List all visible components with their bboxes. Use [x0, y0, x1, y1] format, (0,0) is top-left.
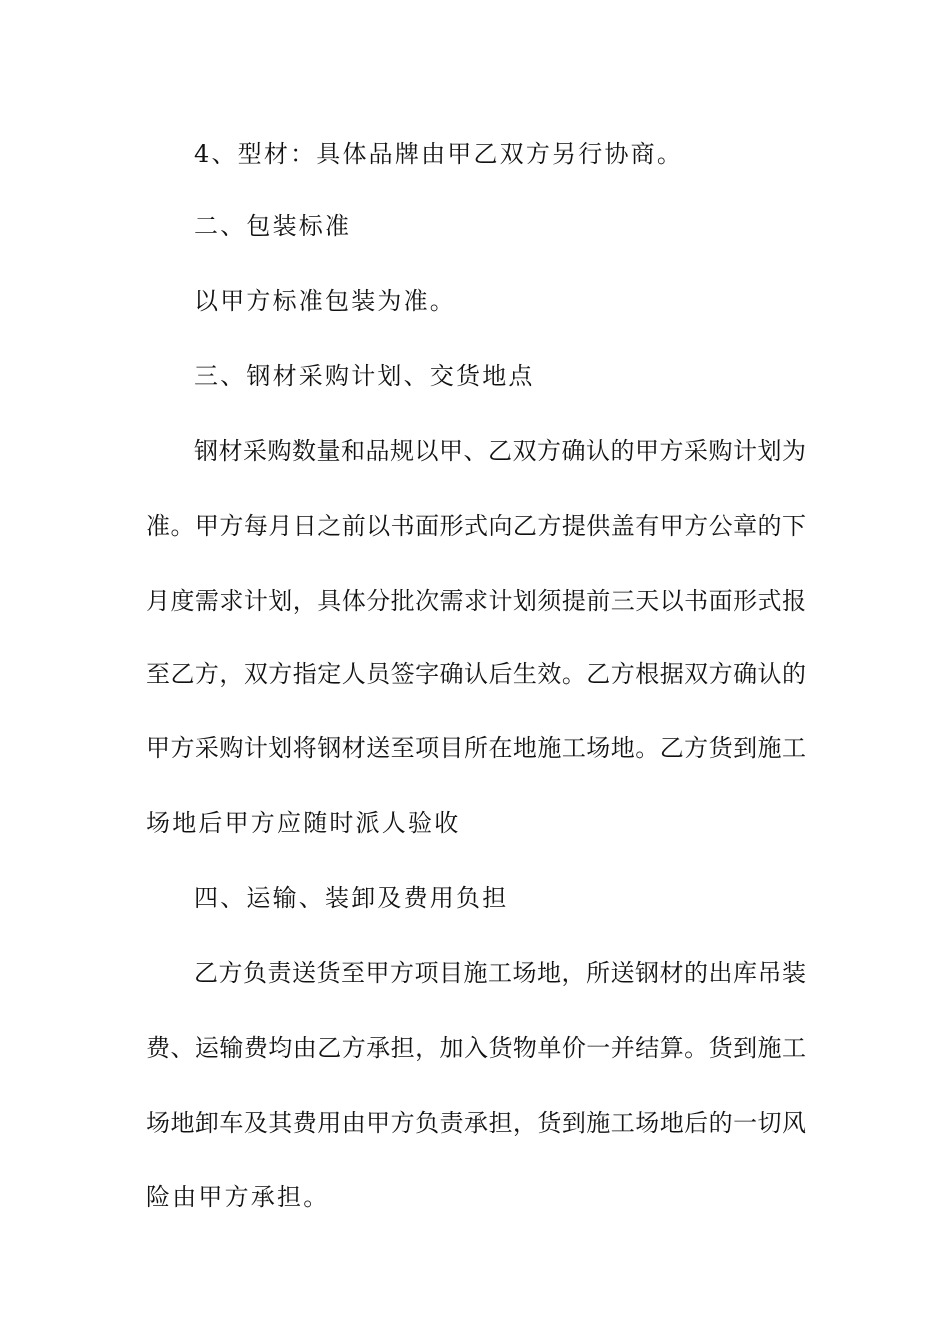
paragraph-line: 险由甲方承担。	[146, 1183, 330, 1211]
paragraph-line: 费、运输费均由乙方承担，加入货物单价一并结算。货到施工	[146, 1034, 806, 1062]
paragraph-line: 以甲方标准包装为准。	[194, 287, 456, 315]
paragraph-line: 准。甲方每月日之前以书面形式向乙方提供盖有甲方公章的下	[146, 512, 806, 540]
section-heading-procurement: 三、钢材采购计划、交货地点	[194, 362, 535, 390]
paragraph-line: 场地卸车及其费用由甲方负责承担，货到施工场地后的一切风	[146, 1109, 806, 1137]
paragraph-line: 钢材采购数量和品规以甲、乙双方确认的甲方采购计划为	[194, 437, 806, 465]
section-heading-packaging: 二、包装标准	[194, 212, 352, 240]
paragraph-line: 甲方采购计划将钢材送至项目所在地施工场地。乙方货到施工	[146, 734, 806, 762]
paragraph-line: 乙方负责送货至甲方项目施工场地，所送钢材的出库吊装	[194, 959, 806, 987]
paragraph-line: 场地后甲方应随时派人验收	[146, 809, 461, 837]
paragraph-line: 月度需求计划，具体分批次需求计划须提前三天以书面形式报	[146, 587, 806, 615]
section-heading-transport: 四、运输、装卸及费用负担	[194, 884, 509, 912]
paragraph-line: 至乙方，双方指定人员签字确认后生效。乙方根据双方确认的	[146, 660, 806, 688]
list-item-profile-steel: 4、型材：具体品牌由甲乙双方另行协商。	[194, 140, 684, 168]
